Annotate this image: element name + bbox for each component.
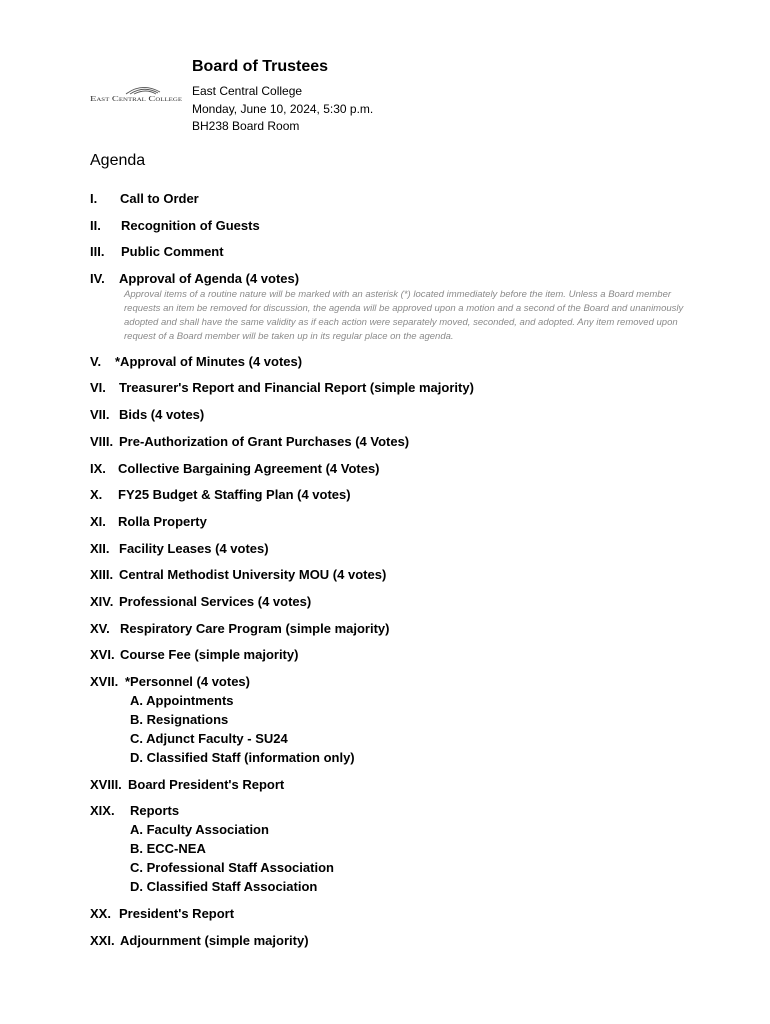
college-logo-icon (90, 84, 184, 106)
agenda-item-number: IX. (90, 460, 106, 476)
agenda-item (90, 566, 690, 584)
agenda-item-row (90, 593, 690, 611)
agenda-item-number: X. (90, 487, 103, 503)
agenda-subitem: B. Resignations (130, 712, 229, 727)
agenda-subitem: D. Classified Staff Association (130, 879, 318, 895)
agenda-item-number: II. (90, 217, 101, 233)
agenda-item (90, 406, 690, 424)
agenda-item-number: XVII. (90, 674, 119, 689)
agenda-item (90, 673, 690, 767)
agenda-item-number: XIV. (90, 593, 114, 609)
agenda-item-row (90, 460, 690, 478)
college-logo (90, 84, 184, 106)
agenda-item-number: VI. (90, 380, 106, 396)
agenda-item-number: XII. (90, 540, 110, 556)
agenda-item (90, 593, 690, 611)
agenda-item-number: VIII. (90, 433, 114, 449)
agenda-subitem: A. Faculty Association (130, 822, 269, 838)
agenda-item-text: Call to Order (120, 191, 199, 206)
agenda-item (90, 776, 690, 794)
agenda-subitem: C. Professional Staff Association (130, 860, 334, 876)
agenda-item (90, 379, 690, 397)
agenda-item-row (90, 776, 690, 794)
agenda-item (90, 243, 690, 261)
agenda-item-row (90, 217, 690, 235)
agenda-item-text: President's Report (119, 906, 235, 922)
agenda-item-row (90, 566, 690, 584)
agenda-item (90, 190, 690, 208)
agenda-item-text: Board President's Report (128, 776, 285, 792)
agenda-item (90, 217, 690, 235)
agenda-item-number: XI. (90, 513, 106, 529)
meeting-date: Monday, June 10, 2024, 5:30 p.m. (192, 101, 374, 116)
agenda-item-row (90, 646, 690, 664)
agenda-item-row (90, 190, 690, 208)
agenda-item-row (90, 540, 690, 558)
agenda-subitem: C. Adjunct Faculty - SU24 (130, 731, 288, 746)
agenda-item (90, 460, 690, 478)
logo-text: East Central College (90, 94, 182, 103)
agenda-item (90, 353, 690, 371)
agenda-item-text: *Personnel (4 votes) (125, 674, 250, 689)
agenda-subitem: D. Classified Staff (information only) (130, 750, 355, 765)
agenda-item-text: Pre-Authorization of Grant Purchases (4 Votes) (119, 433, 410, 449)
agenda-item (90, 433, 690, 451)
meeting-location: BH238 Board Room (192, 119, 300, 133)
agenda-item-number: XIX. (90, 803, 115, 819)
agenda-item-number: XVI. (90, 647, 115, 663)
agenda-item-text: Collective Bargaining Agreement (4 Votes) (118, 460, 380, 476)
agenda-item-text: Bids (4 votes) (119, 407, 205, 423)
agenda-item-number: IV. (90, 271, 105, 287)
board-title: Board of Trustees (192, 58, 329, 75)
agenda-heading: Agenda (90, 152, 146, 169)
college-name: East Central College (192, 84, 303, 98)
agenda-item-text: Recognition of Guests (121, 217, 260, 233)
agenda-item (90, 905, 690, 923)
agenda-item-row (90, 673, 690, 691)
agenda-item (90, 486, 690, 504)
agenda-item-number: XVIII. (90, 776, 122, 792)
agenda-item (90, 513, 690, 531)
agenda-subitem: B. ECC-NEA (130, 841, 206, 857)
agenda-item-text: Treasurer's Report and Financial Report (simple majority) (119, 380, 474, 396)
agenda-item (90, 270, 690, 344)
agenda-item-number: XX. (90, 906, 111, 922)
agenda-item (90, 646, 690, 664)
agenda-subitem-list (90, 820, 690, 896)
agenda-item (90, 932, 690, 950)
agenda-item-number: I. (90, 191, 98, 206)
agenda-item-row (90, 932, 690, 950)
agenda-item-text: FY25 Budget & Staffing Plan (4 votes) (118, 487, 351, 503)
agenda-list (90, 190, 690, 958)
agenda-item-row (90, 486, 690, 504)
agenda-item (90, 802, 690, 896)
agenda-item-row (90, 270, 690, 288)
agenda-item-row (90, 905, 690, 923)
agenda-item-text: Central Methodist University MOU (4 votes) (119, 567, 387, 583)
agenda-item-row (90, 620, 690, 638)
agenda-item-row (90, 379, 690, 397)
agenda-item-text: Adjournment (simple majority) (120, 932, 309, 948)
agenda-item (90, 540, 690, 558)
agenda-item-row (90, 406, 690, 424)
agenda-item-text: Public Comment (121, 244, 224, 260)
agenda-item-row (90, 433, 690, 451)
agenda-item-number: V. (90, 353, 102, 369)
agenda-item-text: Approval of Agenda (4 votes) (119, 271, 300, 287)
agenda-item-text: Course Fee (simple majority) (120, 647, 299, 663)
agenda-item-text: Professional Services (4 votes) (119, 593, 312, 609)
agenda-item-row (90, 802, 690, 820)
agenda-item-number: XV. (90, 620, 110, 636)
agenda-item-row (90, 353, 690, 371)
agenda-item-row (90, 513, 690, 531)
agenda-item-text: Reports (130, 803, 180, 819)
agenda-item-number: XIII. (90, 567, 114, 583)
agenda-item-number: VII. (90, 407, 110, 423)
agenda-item-text: *Approval of Minutes (4 votes) (115, 353, 303, 369)
agenda-item-text: Respiratory Care Program (simple majority) (120, 620, 390, 636)
agenda-item-text: Rolla Property (118, 513, 207, 529)
agenda-item-note: Approval items of a routine nature will be marked with an asterisk (*) located immediately before the item. Unless a Board member requests an item be removed for discussion, the agenda will be approved upon a motion and a second of the Board and unanimously adopted and shall have the same validity as if each action were separately moved, seconded, and adopted. Any item removed upon request of a Board member will be taken up in its regular place on the agenda. (124, 289, 684, 343)
agenda-item-number: XXI. (90, 932, 115, 948)
agenda-item (90, 620, 690, 638)
agenda-item-number: III. (90, 244, 105, 260)
agenda-item-row (90, 243, 690, 261)
agenda-subitem-list (90, 691, 690, 767)
meeting-header (192, 57, 592, 136)
agenda-item-text: Facility Leases (4 votes) (119, 540, 269, 556)
agenda-subitem: A. Appointments (130, 693, 234, 708)
